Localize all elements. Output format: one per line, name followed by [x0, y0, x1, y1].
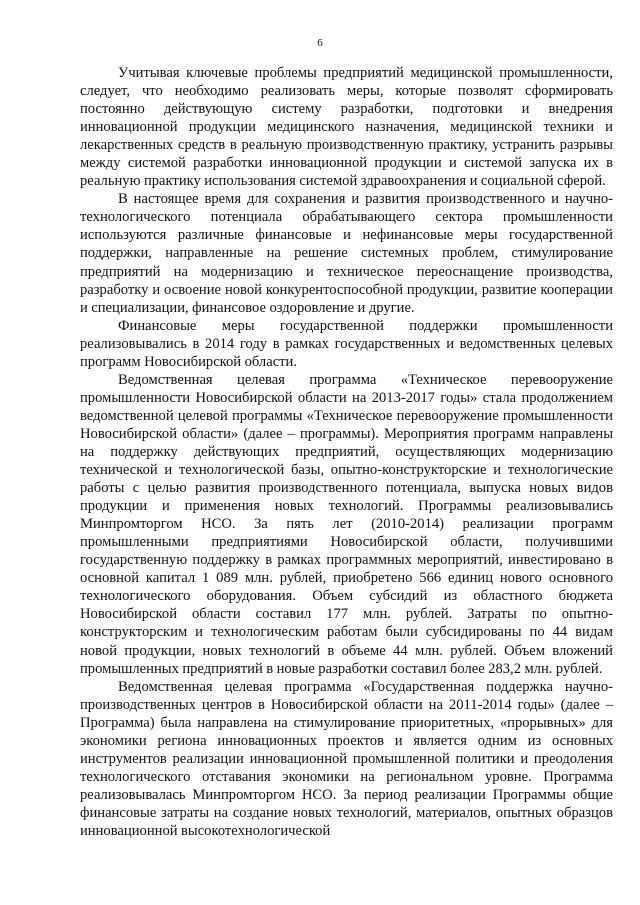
- paragraph-2: В настоящее время для сохранения и развития производственного и научно-технологического потенциала обрабатывающего сектора промышленности используются различные финансовые и нефинансовые меры государственной поддержки, направленные на решение системных проблем, стимулирование предприятий на модернизацию и техническое переоснащение производства, разработку и освоение новой конкурентоспособной продукции, развитие кооперации и специализации, финансовое оздоровление и другие.: [80, 191, 613, 316]
- paragraph-4: Ведомственная целевая программа «Техническое перевооружение промышленности Новосибирской области на 2013-2017 годы» стала продолжением ведомственной целевой программы «Техническое перевооружение промышленности Новосибирской области» (далее – программы). Мероприятия программ направлены на поддержку действующих предприятий, осуществляющих модернизацию технической и технологической базы, опытно-конструкторские и технологические работы с целью развития производственного потенциала, выпуска новых видов продукции и применения новых технологий. Программы реализовывались Минпромторгом НСО. За пять лет (2010-2014) реализации программ промышленными предприятиями Новосибирской области, получившими государственную поддержку в рамках программных мероприятий, инвестировано в основной капитал 1 089 млн. рублей, приобретено 566 единиц нового основного технологического оборудования. Объем субсидий из областного бюджета Новосибирской области составил 177 млн. рублей. Затраты по опытно-конструкторским и технологическим работам были субсидированы по 44 видам новой продукции, новых технологий в объеме 44 млн. рублей. Объем вложений промышленных предприятий в новые разработки составил более 283,2 млн. рублей.: [80, 371, 613, 677]
- paragraph-3: Финансовые меры государственной поддержки промышленности реализовывались в 2014 году в рамках государственных и ведомственных целевых программ Новосибирской области.: [80, 317, 613, 370]
- paragraph-5: Ведомственная целевая программа «Государственная поддержка научно-производственных центров в Новосибирской области на 2011-2014 годы» (далее – Программа) была направлена на стимулирование приоритетных, «прорывных» для экономики региона инновационных проектов и является одним из основных инструментов реализации инновационной промышленной политики и преодоления технологического отставания экономики на региональном уровне. Программа реализовывалась Минпромторгом НСО. За период реализации Программы общие финансовые затраты на создание новых технологий, материалов, опытных образцов инновационной высокотехнологической: [80, 678, 613, 839]
- paragraph-1: Учитывая ключевые проблемы предприятий медицинской промышленности, следует, что необходимо реализовать меры, которые позволят сформировать постоянно действующую систему разработки, подготовки и внедрения инновационной продукции медицинского назначения, медицинской техники и лекарственных средств в реальную производственную практику, устранить разрывы между системой разработки инновационной продукции и системой запуска их в реальную практику использования системой здравоохранения и социальной сферой.: [80, 65, 613, 190]
- document-body: [80, 64, 613, 840]
- page-number: 6: [317, 37, 323, 49]
